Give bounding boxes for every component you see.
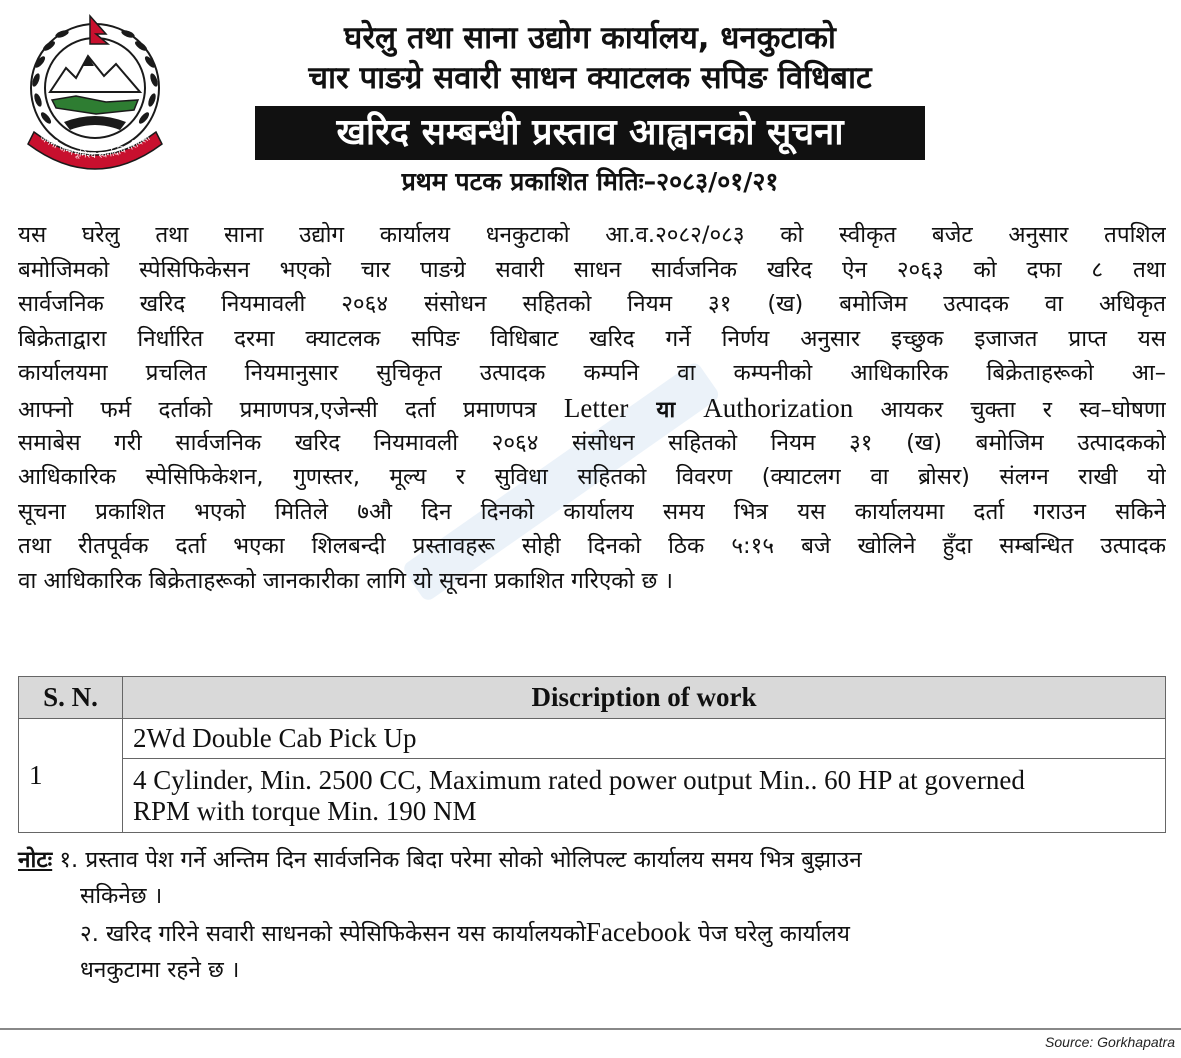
- body-text-segment: आफ्नो फर्म दर्ताको प्रमाणपत्र,एजेन्सी दर्ता प्रमाणपत्र: [18, 396, 564, 423]
- office-title: घरेलु तथा साना उद्योग कार्यालय, धनकुटाको: [344, 20, 836, 56]
- note-1-continuation: सकिनेछ ।: [80, 883, 163, 909]
- vehicle-spec: [123, 759, 1166, 833]
- vehicle-title: 2Wd Double Cab Pick Up: [123, 719, 1166, 759]
- facebook-word: Facebook: [585, 917, 691, 947]
- published-date: प्रथम पटक प्रकाशित मितिः–२०८३/०१/२१: [401, 167, 779, 196]
- note-2-text-end: पेज घरेलु कार्यालय: [690, 921, 850, 947]
- emblem-motto: जननी जन्मभूमिश्च स्वर्गादपि गरीयसी: [37, 133, 153, 162]
- note-1-text: १. प्रस्ताव पेश गर्ने अन्तिम दिन सार्वजनिक बिदा परेमा सोको भोलिपल्ट कार्यालय समय भित्र बुझाउन: [52, 847, 862, 873]
- body-line: बिक्रेताद्वारा निर्धारित दरमा क्याटलक सपिङ विधिबाट खरिद गर्ने निर्णय अनुसार इच्छुक इजाजत प्राप्त यस: [18, 325, 1166, 352]
- note-2: [18, 914, 1166, 952]
- notice-header: [200, 18, 980, 198]
- work-description-table: [18, 676, 1166, 833]
- note-label: नोटः: [18, 847, 53, 873]
- or-word: या: [628, 396, 704, 423]
- body-line: कार्यालयमा प्रचलित नियमानुसार सुचिकृत उत्पादक कम्पनि वा कम्पनीको आधिकारिक बिक्रेताहरूको आ–: [18, 360, 1166, 387]
- vehicle-spec-line: 4 Cylinder, Min. 2500 CC, Maximum rated power output Min.. 60 HP at governed: [133, 764, 1025, 795]
- table-row: [19, 759, 1166, 833]
- notes-section: [18, 842, 1166, 988]
- body-line: आधिकारिक स्पेसिफिकेशन, गुणस्तर, मूल्य र सुविधा सहितको विवरण (क्याटलग वा ब्रोसर) संलग्न राखी यो: [18, 464, 1166, 491]
- note-2-continuation: धनकुटामा रहने छ ।: [80, 957, 240, 983]
- nepal-government-emblem-icon: [16, 10, 174, 170]
- body-line: वा आधिकारिक बिक्रेताहरूको जानकारीका लागि यो सूचना प्रकाशित गरिएको छ ।: [18, 567, 674, 594]
- body-line: यस घरेलु तथा साना उद्योग कार्यालय धनकुटाको आ.व.२०८२/०८३ को स्वीकृत बजेट अनुसार तपशिल: [18, 222, 1166, 248]
- body-line: सूचना प्रकाशित भएको मितिले ७औ दिन दिनको कार्यालय समय भित्र यस कार्यालयमा दर्ता गराउन सकिने: [18, 498, 1166, 525]
- note-2-text: २. खरिद गरिने सवारी साधनको स्पेसिफिकेसन यस कार्यालयको: [80, 921, 586, 947]
- source-credit: Source: Gorkhapatra: [1045, 1034, 1175, 1050]
- header-sn: S. N.: [19, 677, 123, 719]
- letter-word: Letter: [563, 392, 629, 423]
- notice-body: [18, 218, 1166, 599]
- vehicle-spec-line: RPM with torque Min. 190 NM: [133, 795, 477, 826]
- row-sn: 1: [19, 719, 123, 833]
- authorization-word: Authorization: [703, 392, 854, 423]
- header-description: Discription of work: [123, 677, 1166, 719]
- body-text-segment: आयकर चुक्ता र स्व–घोषणा: [853, 396, 1166, 423]
- note-1: [18, 842, 1166, 878]
- body-line: बमोजिमको स्पेसिफिकेसन भएको चार पाङग्रे सवारी साधन सार्वजनिक खरिद ऐन २०६३ को दफा ८ तथा: [18, 256, 1166, 283]
- body-line: समाबेस गरी सार्वजनिक खरिद नियमावली २०६४ संसोधन सहितको नियम ३१ (ख) बमोजिम उत्पादकको: [18, 429, 1166, 456]
- notice-banner: खरिद सम्बन्धी प्रस्ताव आह्वानको सूचना: [255, 106, 925, 160]
- procurement-method-title: चार पाङग्रे सवारी साधन क्याटलक सपिङ विधिबाट: [308, 60, 872, 96]
- body-line-mixed: [18, 391, 1166, 426]
- body-line: सार्वजनिक खरिद नियमावली २०६४ संसोधन सहितको नियम ३१ (ख) बमोजिम उत्पादक वा अधिकृत: [18, 291, 1166, 318]
- body-line: तथा रीतपूर्वक दर्ता भएका शिलबन्दी प्रस्तावहरू सोही दिनको ठिक ५:१५ बजे खोलिने हुँदा सम्बन्धित उत्पादक: [18, 533, 1166, 560]
- table-row: [19, 719, 1166, 759]
- table-header-row: [19, 677, 1166, 719]
